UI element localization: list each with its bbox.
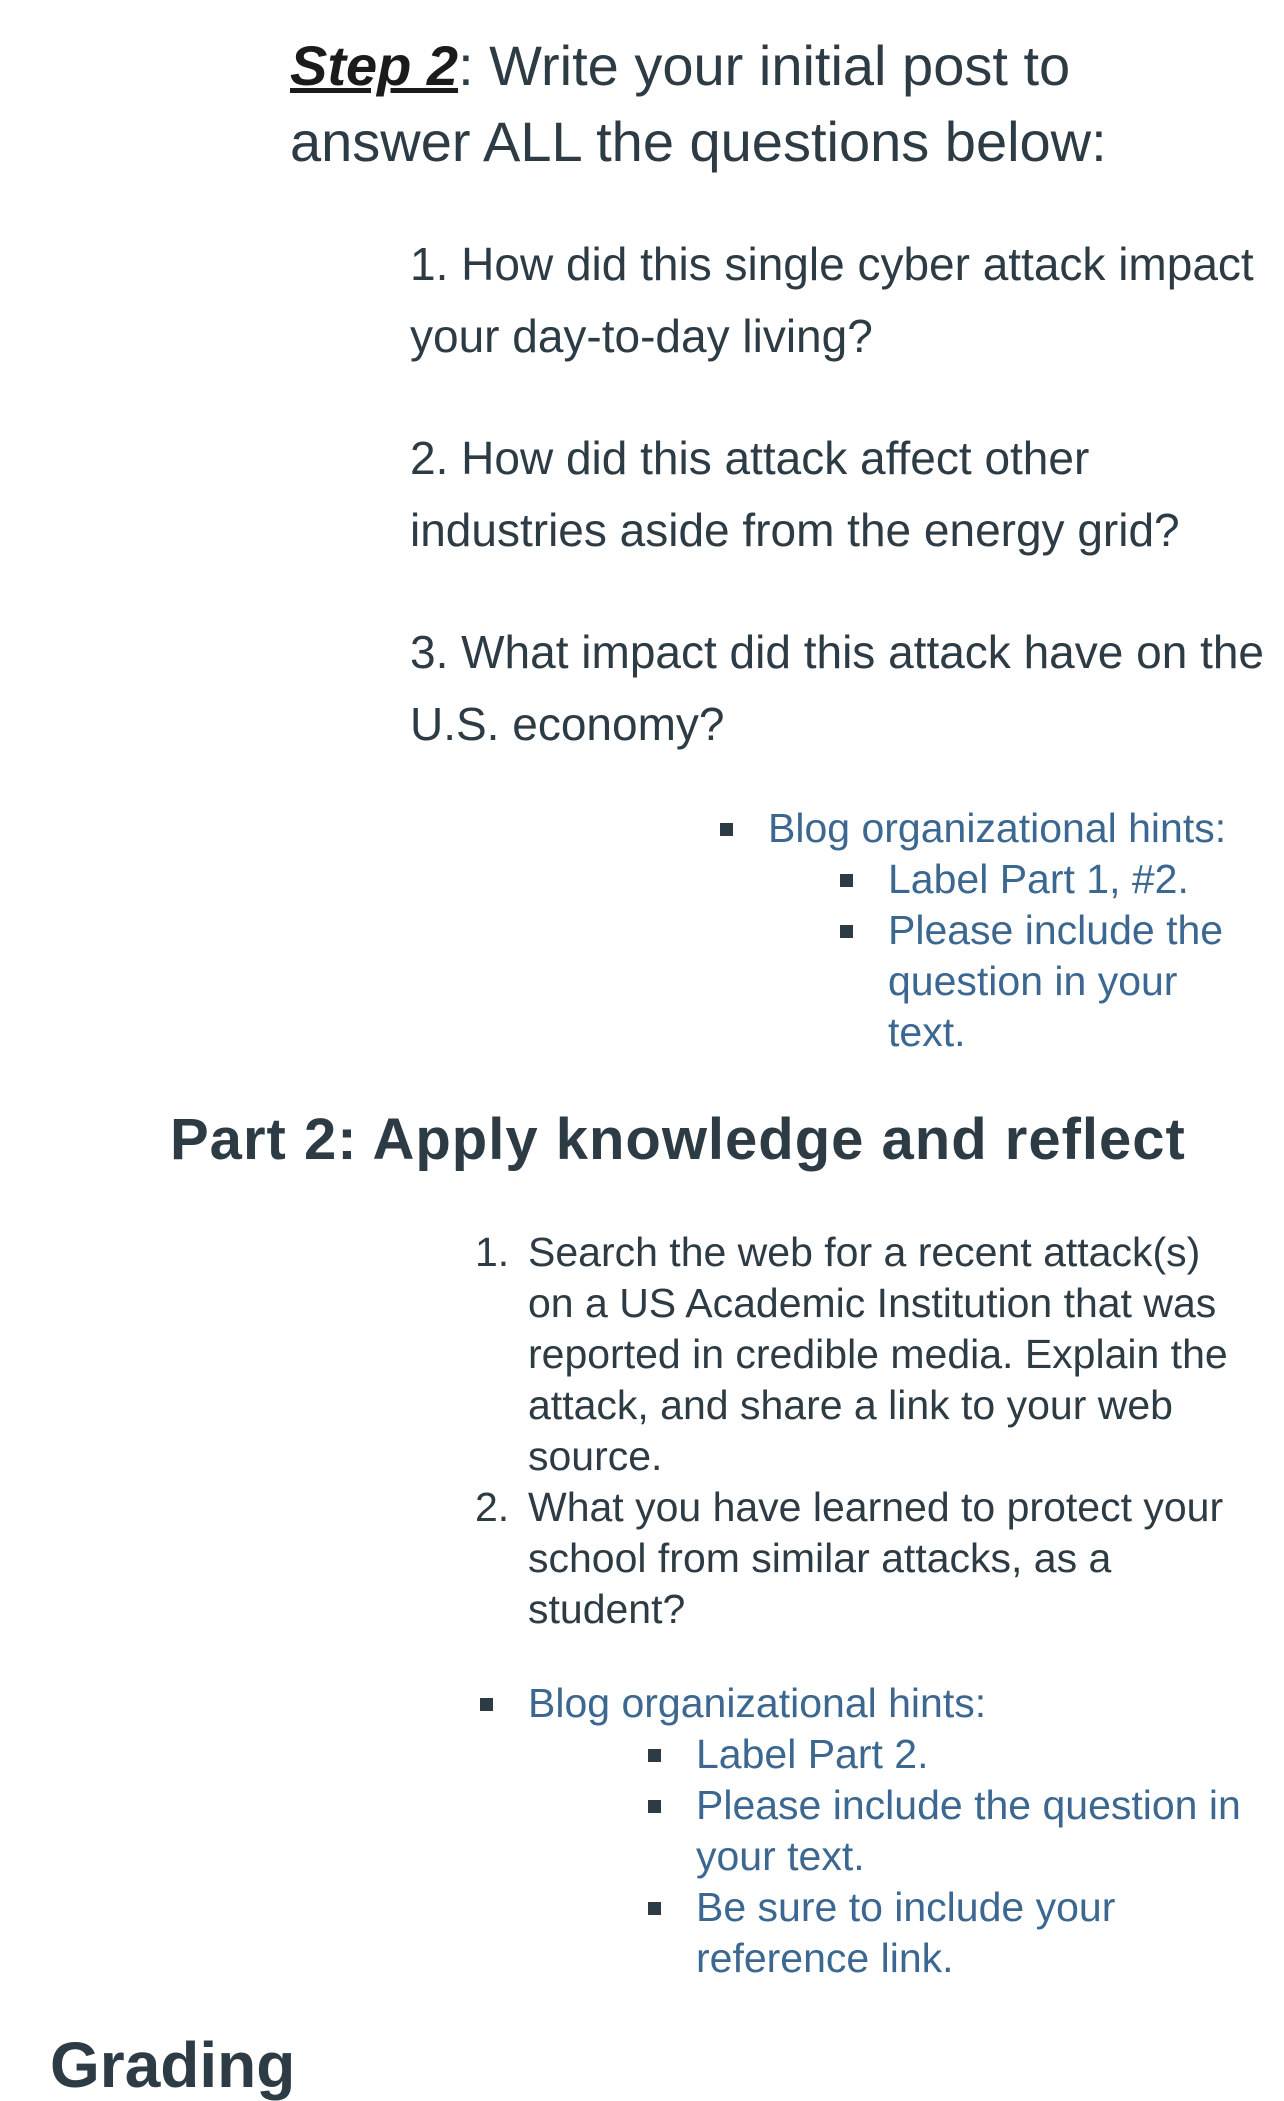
step2-label: Step 2 — [290, 34, 459, 97]
part1-question-list — [410, 228, 1270, 810]
hint-item: Label Part 2. — [648, 1729, 1270, 1780]
item-number: 2. — [475, 1484, 510, 1530]
item-number: 1. — [475, 1229, 510, 1275]
hint-item: Be sure to include your reference link. — [648, 1882, 1270, 1984]
step2-instructions — [290, 28, 1190, 180]
part1-question: 2. How did this attack affect other industries aside from the energy grid? — [410, 432, 1180, 556]
hints-title: Blog organizational hints: Label Part 1, #2. Please include the question in your text. — [720, 803, 1260, 1058]
part1-question: 1. How did this single cyber attack impact your day-to-day living? — [410, 238, 1254, 362]
hints-sublist — [528, 1729, 1270, 1984]
part2-hints — [480, 1678, 1270, 1984]
item-text: Search the web for a recent attack(s) on a US Academic Institution that was reported in credible media. Explain the attack, and share a link to your web source. — [528, 1229, 1228, 1479]
next-section-heading: Grading — [50, 2029, 296, 2101]
item-text: What you have learned to protect your school from similar attacks, as a student? — [528, 1484, 1224, 1632]
part2-question — [470, 1482, 1250, 1635]
part1-hints — [720, 803, 1260, 1058]
hint-item: Please include the question in your text. — [648, 1780, 1270, 1882]
part2-question-list — [470, 1227, 1250, 1635]
hint-item: Please include the question in your text. — [840, 905, 1260, 1058]
part1-question: 3. What impact did this attack have on the U.S. economy? — [410, 626, 1265, 750]
hints-title: Blog organizational hints: Label Part 2. Please include the question in your text. Be sure to include your reference link. — [480, 1678, 1270, 1984]
step2-text: : Write your initial post to answer ALL the questions below: — [290, 34, 1107, 173]
part2-question — [470, 1227, 1250, 1482]
hint-item: Label Part 1, #2. — [840, 854, 1260, 905]
part2-heading: Part 2: Apply knowledge and reflect — [170, 1107, 1186, 1172]
hints-sublist — [768, 854, 1260, 1058]
